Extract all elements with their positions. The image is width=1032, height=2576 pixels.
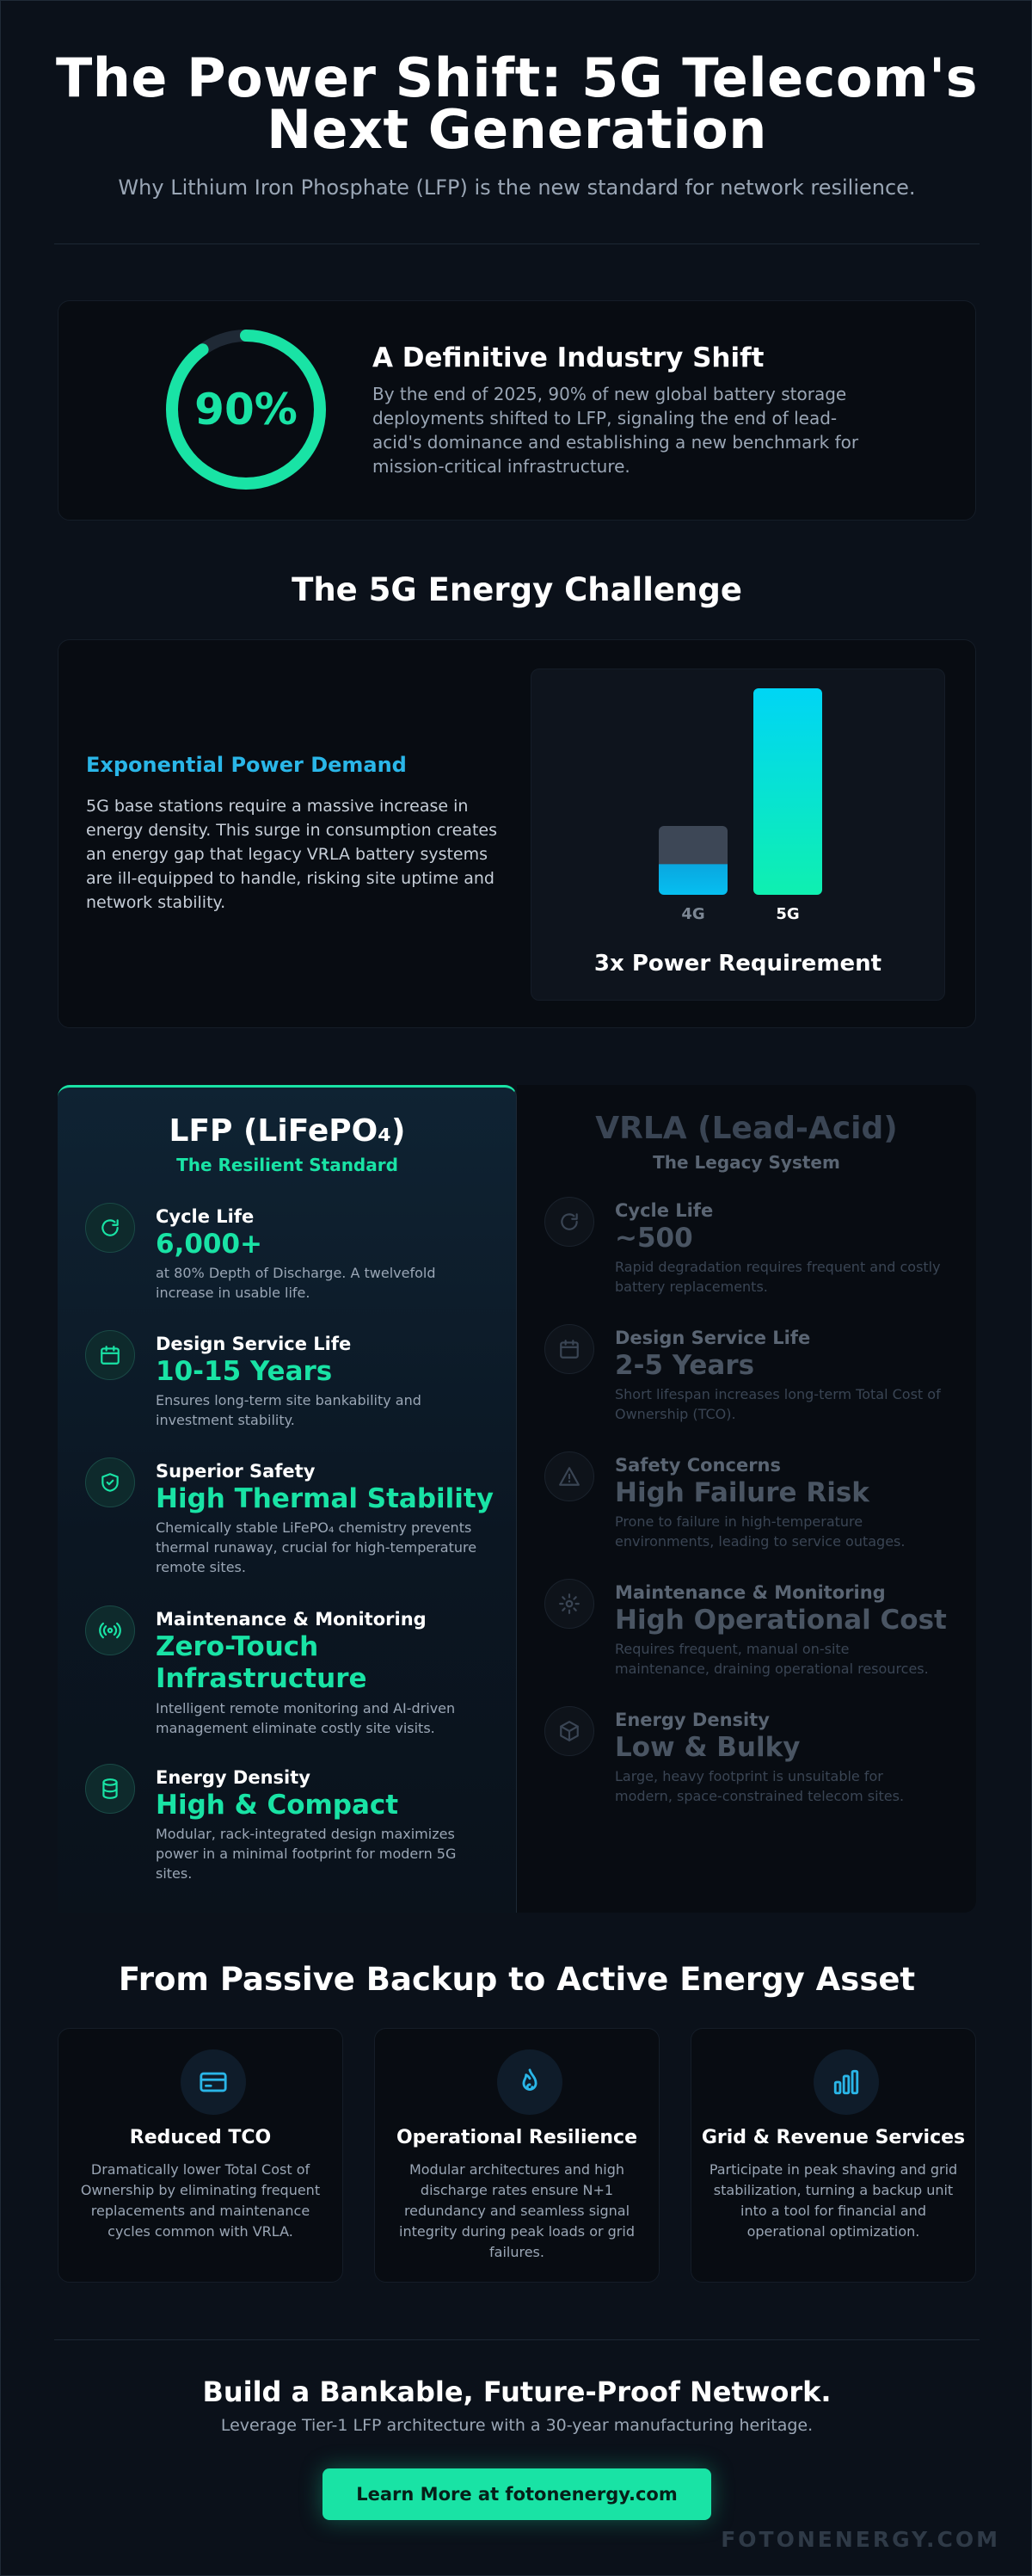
progress-ring-value: 90% [194,385,298,434]
credit-card-icon [181,2049,246,2115]
asset-card-tco [58,2028,343,2283]
challenge-title: Exponential Power Demand [86,753,407,777]
feature-label: Maintenance & Monitoring [615,1582,886,1603]
divider [54,2339,980,2340]
asset-description: Dramatically lower Total Cost of Ownership by eliminating frequent replacements and maintenance cycles common with VRLA. [80,2161,321,2240]
warning-icon [544,1451,594,1501]
shield-check-icon [85,1457,135,1507]
vrla-column [517,1085,976,1913]
feature-value: 2-5 Years [615,1350,755,1381]
asset-description: Participate in peak shaving and grid stabilization, turning a backup unit into a tool for financial and operational optimization. [709,2161,958,2240]
feature-label: Energy Density [615,1710,770,1730]
chart-caption: 3x Power Requirement [593,951,882,977]
chart-bar-5g [753,688,822,895]
page-subtitle: Why Lithium Iron Phosphate (LFP) is the new standard for network resilience. [118,176,916,200]
feature-description: Requires frequent, manual on-site maintenance, draining operational resources. [615,1641,929,1677]
asset-description: Modular architectures and high discharge rates ensure N+1 redundancy and seamless signal integrity during peak loads or grid failures. [399,2161,635,2260]
chart-tick-label: 4G [681,905,705,923]
feature-value: High & Compact [156,1790,399,1821]
feature-description: Large, heavy footprint is unsuitable for modern, space-constrained telecom sites. [615,1768,905,1804]
stat-title: A Definitive Industry Shift [372,342,765,373]
feature-value: High Failure Risk [615,1477,869,1508]
chart-tick-label: 5G [776,905,800,923]
feature-label: Cycle Life [615,1200,714,1221]
flame-icon [497,2049,562,2115]
vrla-title: VRLA (Lead-Acid) [595,1111,898,1146]
section-title-challenge: The 5G Energy Challenge [292,571,742,608]
feature-description: Ensures long-term site bankability and investment stability. [156,1392,421,1428]
gear-icon [544,1579,594,1629]
cta-subtitle: Leverage Tier-1 LFP architecture with a 30-year manufacturing heritage. [220,2416,814,2435]
power-chart-svg [531,669,946,927]
feature-value: Low & Bulky [615,1732,801,1763]
asset-card-grid [691,2028,976,2283]
calendar-icon [85,1330,135,1380]
lfp-subtitle: The Resilient Standard [176,1155,398,1175]
feature-value: ~500 [615,1223,693,1254]
feature-value: High Operational Cost [615,1605,947,1636]
divider [54,243,980,244]
lfp-column [58,1085,517,1913]
feature-description: Chemically stable LiFePO₄ chemistry prevents thermal runaway, crucial for high-temperature remote sites. [156,1519,477,1575]
learn-more-button[interactable]: Learn More at fotonenergy.com [322,2468,711,2520]
asset-title: Operational Resilience [396,2127,638,2148]
feature-label: Maintenance & Monitoring [156,1609,427,1630]
calendar-icon [544,1324,594,1374]
feature-label: Superior Safety [156,1461,316,1482]
lfp-title: LFP (LiFePO₄) [169,1113,406,1149]
section-title-assets: From Passive Backup to Active Energy Asset [118,1961,916,1998]
page-title: The Power Shift: 5G Telecom's Next Generation [56,46,978,161]
asset-title: Grid & Revenue Services [701,2127,966,2148]
cycle-icon [85,1203,135,1253]
feature-description: Modular, rack-integrated design maximizes power in a minimal footprint for modern 5G sites. [156,1826,457,1882]
stat-description: By the end of 2025, 90% of new global battery storage deployments shifted to LFP, signaling the end of lead-acid's dominance and establishing a new benchmark for mission-critical infrastructure. [372,384,859,477]
cta-title: Build a Bankable, Future-Proof Network. [202,2376,832,2408]
feature-description: Intelligent remote monitoring and AI-driven management eliminate costly site visits. [156,1700,456,1736]
feature-description: Short lifespan increases long-term Total Cost of Ownership (TCO). [615,1386,941,1422]
cycle-icon [544,1197,594,1247]
feature-value: High Thermal Stability [156,1483,494,1514]
signal-icon [85,1605,135,1655]
asset-title: Reduced TCO [129,2127,272,2148]
feature-description: at 80% Depth of Discharge. A twelvefold increase in usable life. [156,1265,436,1301]
feature-label: Design Service Life [615,1328,811,1348]
bar-chart-icon [814,2049,879,2115]
feature-description: Prone to failure in high-temperature environments, leading to service outages. [615,1513,906,1550]
feature-label: Cycle Life [156,1206,255,1227]
feature-value: Zero-Touch Infrastructure [156,1631,367,1694]
feature-label: Energy Density [156,1767,310,1788]
database-icon [85,1764,135,1814]
feature-label: Safety Concerns [615,1455,781,1476]
box-icon [544,1706,594,1756]
feature-label: Design Service Life [156,1334,352,1354]
feature-value: 6,000+ [156,1229,263,1260]
challenge-description: 5G base stations require a massive increase in energy density. This surge in consumption creates an energy gap that legacy VRLA battery systems are ill-equipped to handle, risking site uptime and network stability. [86,797,497,912]
feature-description: Rapid degradation requires frequent and costly battery replacements. [615,1259,941,1295]
vrla-subtitle: The Legacy System [653,1152,840,1173]
feature-value: 10-15 Years [156,1356,333,1387]
chart-bar-4g [659,826,728,895]
asset-card-resilience [374,2028,660,2283]
brand-logo-text: FOTONENERGY.COM [721,2527,1000,2552]
